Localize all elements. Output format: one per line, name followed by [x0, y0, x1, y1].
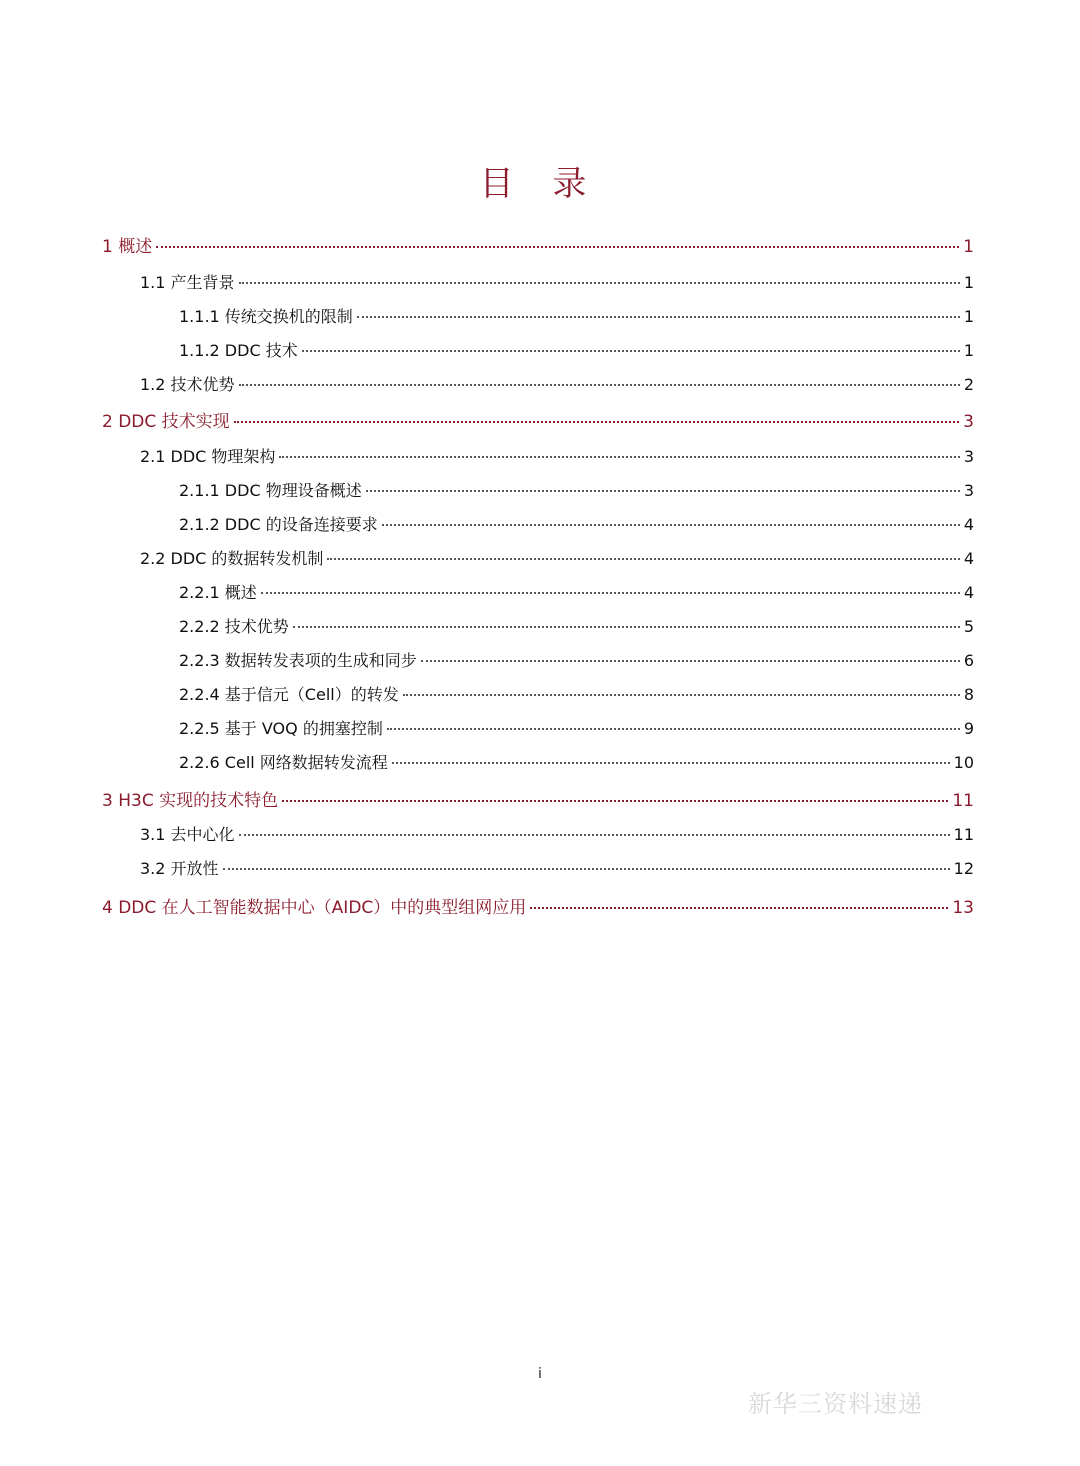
toc-entry-page: 12: [953, 859, 974, 878]
toc-entry[interactable]: [102, 232, 974, 258]
toc-leader: [387, 710, 960, 730]
toc-entry[interactable]: [102, 370, 974, 396]
toc-entry-page: 1: [963, 273, 974, 292]
toc-entry[interactable]: [102, 578, 974, 604]
toc-entry-title: 2.1.2 DDC 的设备连接要求: [179, 515, 378, 534]
toc-leader: [302, 332, 960, 352]
toc-entry-page: 3: [963, 481, 974, 500]
toc-entry-title: 3 H3C 实现的技术特色: [102, 791, 279, 811]
toc-entry-page: 3: [963, 412, 974, 432]
toc-entry[interactable]: [102, 544, 974, 570]
toc-entry-page: 5: [963, 617, 974, 636]
toc-leader: [239, 816, 950, 836]
toc-entry-page: 3: [963, 447, 974, 466]
toc-entry[interactable]: [102, 646, 974, 672]
toc-leader: [239, 366, 960, 386]
toc-entry-title: 1.1.2 DDC 技术: [179, 341, 298, 360]
toc-leader: [223, 850, 950, 870]
toc-leader: [357, 298, 960, 318]
toc-leader: [392, 744, 950, 764]
toc-entry-page: 8: [963, 685, 974, 704]
toc-leader: [530, 889, 948, 909]
toc-entry[interactable]: [102, 854, 974, 880]
toc-leader: [156, 228, 959, 248]
toc-entry-title: 2 DDC 技术实现: [102, 412, 230, 432]
toc-entry-page: 2: [963, 375, 974, 394]
toc-entry-page: 9: [963, 719, 974, 738]
toc-entry-page: 11: [953, 825, 974, 844]
toc-entry[interactable]: [102, 302, 974, 328]
toc-entry-page: 1: [963, 307, 974, 326]
toc-entry[interactable]: [102, 748, 974, 774]
toc-leader: [239, 264, 960, 284]
toc-entry-title: 1 概述: [102, 237, 153, 257]
toc-entry-page: 4: [963, 583, 974, 602]
toc-leader: [234, 403, 959, 423]
toc-leader: [421, 642, 960, 662]
toc-entry-title: 2.2.2 技术优势: [179, 617, 289, 636]
toc-entry-page: 13: [952, 898, 974, 918]
toc-entry-page: 4: [963, 549, 974, 568]
toc-leader: [279, 438, 959, 458]
toc-entry-page: 4: [963, 515, 974, 534]
toc-entry[interactable]: [102, 336, 974, 362]
toc-entry-title: 2.2 DDC 的数据转发机制: [140, 549, 324, 568]
toc-entry[interactable]: [102, 476, 974, 502]
toc-entry-page: 11: [952, 791, 974, 811]
toc-entry[interactable]: [102, 786, 974, 812]
toc-leader: [282, 782, 948, 802]
toc-entry[interactable]: [102, 442, 974, 468]
toc-entry[interactable]: [102, 268, 974, 294]
toc-entry-title: 3.1 去中心化: [140, 825, 235, 844]
toc-entry-page: 10: [953, 753, 974, 772]
toc-entry-page: 1: [963, 341, 974, 360]
toc-leader: [293, 608, 960, 628]
toc-entry-title: 2.2.4 基于信元（Cell）的转发: [179, 685, 399, 704]
watermark: 新华三资料速递: [748, 1390, 923, 1418]
toc-title: 目 录: [479, 164, 601, 204]
toc-entry-page: 6: [963, 651, 974, 670]
toc-entry-title: 2.2.1 概述: [179, 583, 257, 602]
toc-entry-title: 1.1 产生背景: [140, 273, 235, 292]
toc-entry[interactable]: [102, 510, 974, 536]
toc-leader: [327, 540, 959, 560]
toc-entry-title: 2.2.6 Cell 网络数据转发流程: [179, 753, 388, 772]
toc-entry-title: 3.2 开放性: [140, 859, 219, 878]
toc-entry[interactable]: [102, 893, 974, 919]
toc-entry-title: 1.2 技术优势: [140, 375, 235, 394]
page-number: i: [538, 1366, 542, 1382]
toc-entry-title: 2.2.3 数据转发表项的生成和同步: [179, 651, 417, 670]
toc-entry-title: 2.2.5 基于 VOQ 的拥塞控制: [179, 719, 383, 738]
toc-leader: [261, 574, 960, 594]
toc-entry-title: 2.1.1 DDC 物理设备概述: [179, 481, 362, 500]
toc-entry-page: 1: [963, 237, 974, 257]
toc-entry-title: 4 DDC 在人工智能数据中心（AIDC）中的典型组网应用: [102, 898, 527, 918]
toc-entry-title: 1.1.1 传统交换机的限制: [179, 307, 353, 326]
toc-entry[interactable]: [102, 714, 974, 740]
toc-entry-title: 2.1 DDC 物理架构: [140, 447, 276, 466]
toc-entry[interactable]: [102, 612, 974, 638]
toc-entry[interactable]: [102, 407, 974, 433]
toc-leader: [382, 506, 960, 526]
toc-leader: [366, 472, 960, 492]
toc-leader: [403, 676, 960, 696]
toc-entry[interactable]: [102, 820, 974, 846]
toc-entry[interactable]: [102, 680, 974, 706]
